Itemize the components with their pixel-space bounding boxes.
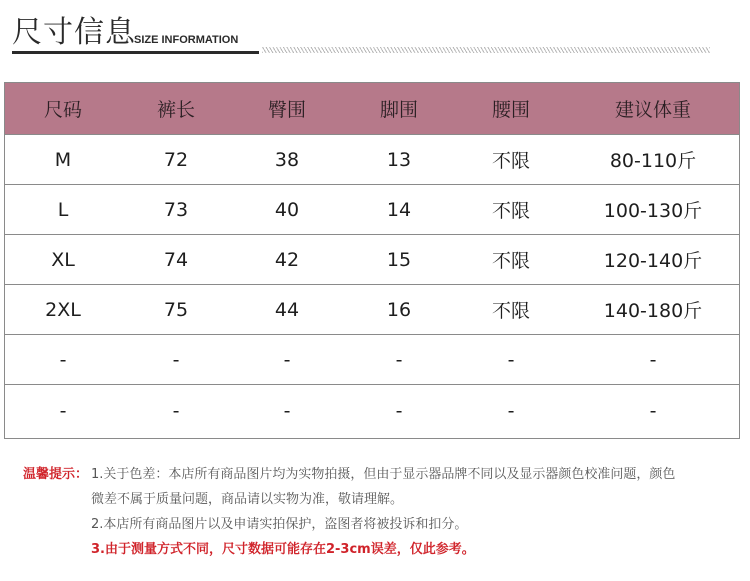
table-cell: - [395, 348, 403, 371]
section-header [12, 14, 712, 58]
table-cell: 75 [163, 298, 189, 321]
table-cell: - [507, 400, 515, 422]
hatch-divider [262, 47, 710, 53]
table-cell: 38 [274, 148, 300, 171]
table-row [5, 135, 739, 185]
table-row [5, 335, 739, 385]
note-text: 2.本店所有商品图片以及申请实拍保护，盗图者将被投诉和扣分。 [91, 517, 468, 532]
column-header-hip: 臀围 [267, 99, 306, 121]
table-cell: - [649, 400, 657, 422]
table-row [5, 385, 739, 437]
table-cell: 42 [274, 248, 300, 271]
note-text: 微差不属于质量问题，商品请以实物为准，敬请理解。 [91, 492, 404, 507]
table-cell: 不限 [491, 250, 530, 272]
table-cell: - [395, 400, 403, 422]
note-line [23, 462, 733, 487]
table-cell: - [59, 348, 67, 371]
column-header-size: 尺码 [43, 99, 82, 121]
note-indent [23, 537, 91, 562]
table-cell: M [54, 148, 72, 171]
table-cell: 2XL [45, 298, 81, 321]
table-cell: 140-180斤 [603, 300, 703, 322]
table-cell: L [57, 198, 69, 221]
table-cell: - [507, 348, 515, 371]
page-subtitle: SIZE INFORMATION [134, 34, 239, 46]
page-title: 尺寸信息 [12, 15, 136, 50]
column-header-weight: 建议体重 [614, 99, 691, 121]
notes-prefix: 温馨提示： [23, 467, 89, 482]
note-text-highlight: 3.由于测量方式不同，尺寸数据可能存在2-3cm误差，仅此参考。 [91, 542, 475, 557]
table-row [5, 185, 739, 235]
table-cell: 不限 [491, 150, 530, 172]
table-cell: 120-140斤 [603, 250, 703, 272]
title-underline [12, 51, 259, 54]
table-cell: 不限 [491, 200, 530, 222]
table-row [5, 235, 739, 285]
notes-section [23, 462, 733, 562]
note-line [23, 537, 733, 562]
table-cell: - [283, 400, 291, 422]
table-cell: 40 [274, 198, 300, 221]
table-cell: - [283, 348, 291, 371]
table-cell: 100-130斤 [603, 200, 703, 222]
table-cell: 74 [163, 248, 189, 271]
table-cell: 72 [163, 148, 189, 171]
table-cell: - [172, 400, 180, 422]
table-cell: 不限 [491, 300, 530, 322]
column-header-waist: 腰围 [491, 99, 530, 121]
table-cell: 14 [386, 198, 412, 221]
table-row [5, 285, 739, 335]
note-line [23, 487, 733, 512]
table-cell: 44 [274, 298, 300, 321]
table-cell: - [172, 348, 180, 371]
column-header-length: 裤长 [156, 99, 195, 121]
table-cell: 15 [386, 248, 412, 271]
table-cell: 80-110斤 [609, 150, 697, 172]
table-cell: - [649, 348, 657, 371]
table-cell: 73 [163, 198, 189, 221]
column-header-leg-opening: 脚围 [379, 99, 418, 121]
table-cell: 13 [386, 148, 412, 171]
note-text: 1.关于色差：本店所有商品图片均为实物拍摄，但由于显示器品牌不同以及显示器颜色校准问题，颜色 [91, 467, 676, 482]
table-cell: 16 [386, 298, 412, 321]
table-cell: - [59, 400, 67, 422]
note-indent [23, 512, 91, 537]
note-line [23, 512, 733, 537]
table-cell: XL [51, 248, 75, 271]
note-indent [23, 487, 91, 512]
table-header-row [5, 83, 739, 135]
size-table [4, 82, 740, 439]
